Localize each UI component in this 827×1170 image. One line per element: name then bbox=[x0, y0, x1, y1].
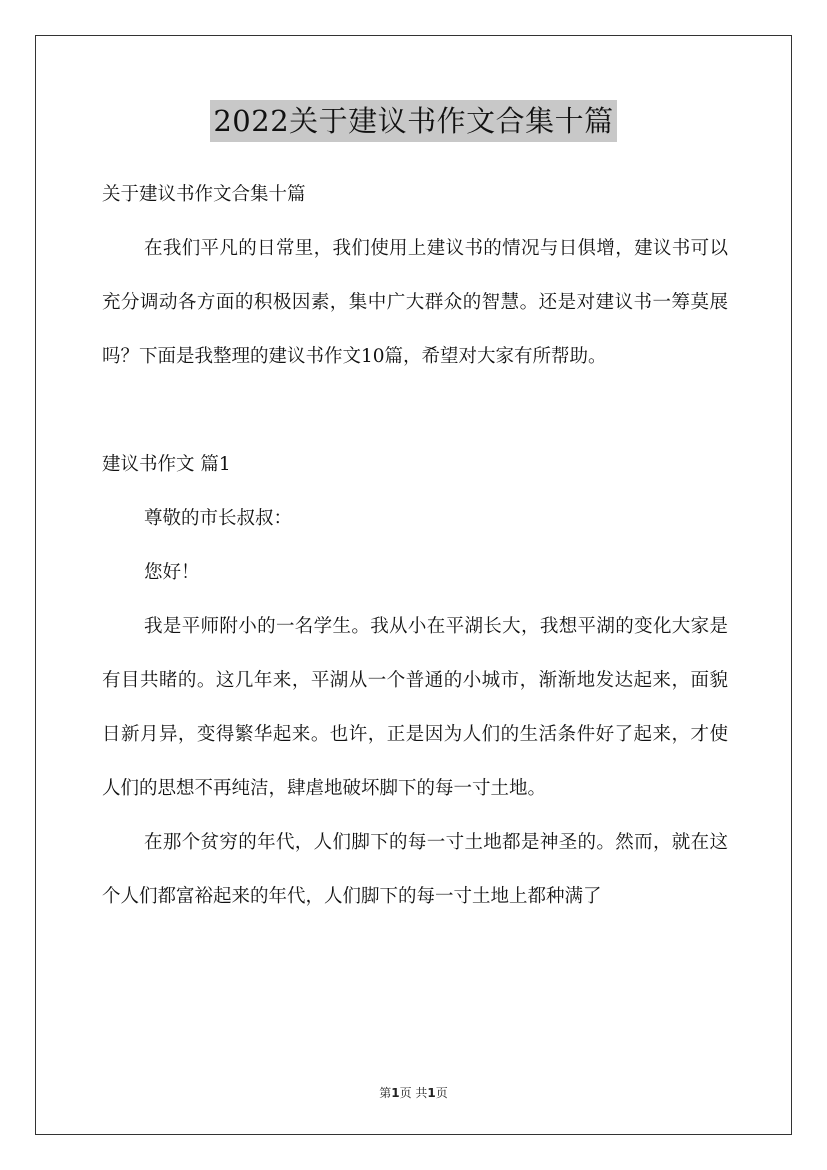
footer-page-current: 1 bbox=[391, 1086, 400, 1100]
document-subtitle: 关于建议书作文合集十篇 bbox=[102, 184, 306, 205]
page-footer bbox=[0, 1084, 827, 1101]
footer-page-mid: 页 共 bbox=[399, 1086, 428, 1100]
document-body bbox=[102, 168, 728, 924]
footer-page-prefix: 第 bbox=[379, 1086, 392, 1100]
title-container bbox=[0, 100, 827, 142]
footer-page-suffix: 页 bbox=[435, 1086, 448, 1100]
body-paragraph-1: 我是平师附小的一名学生。我从小在平湖长大，我想平湖的变化大家是有目共睹的。这几年来，平湖从一个普通的小城市，渐渐地发达起来，面貌日新月异，变得繁华起来。也许，正是因为人们的生活条件好了起来，才使人们的思想不再纯洁，肆虐地破坏脚下的每一寸土地。 bbox=[102, 616, 728, 799]
salutation: 尊敬的市长叔叔： bbox=[144, 508, 293, 529]
greeting: 您好！ bbox=[144, 562, 200, 583]
document-title: 2022关于建议书作文合集十篇 bbox=[210, 100, 616, 142]
body-paragraph-2: 在那个贫穷的年代，人们脚下的每一寸土地都是神圣的。然而，就在这个人们都富裕起来的年代，人们脚下的每一寸土地上都种满了 bbox=[102, 832, 728, 907]
intro-paragraph: 在我们平凡的日常里，我们使用上建议书的情况与日俱增，建议书可以充分调动各方面的积极因素，集中广大群众的智慧。还是对建议书一筹莫展吗？下面是我整理的建议书作文10篇，希望对大家有所帮助。 bbox=[102, 238, 728, 367]
footer-page-total: 1 bbox=[427, 1086, 436, 1100]
section-heading: 建议书作文 篇1 bbox=[102, 454, 231, 475]
section-spacer bbox=[102, 384, 728, 438]
